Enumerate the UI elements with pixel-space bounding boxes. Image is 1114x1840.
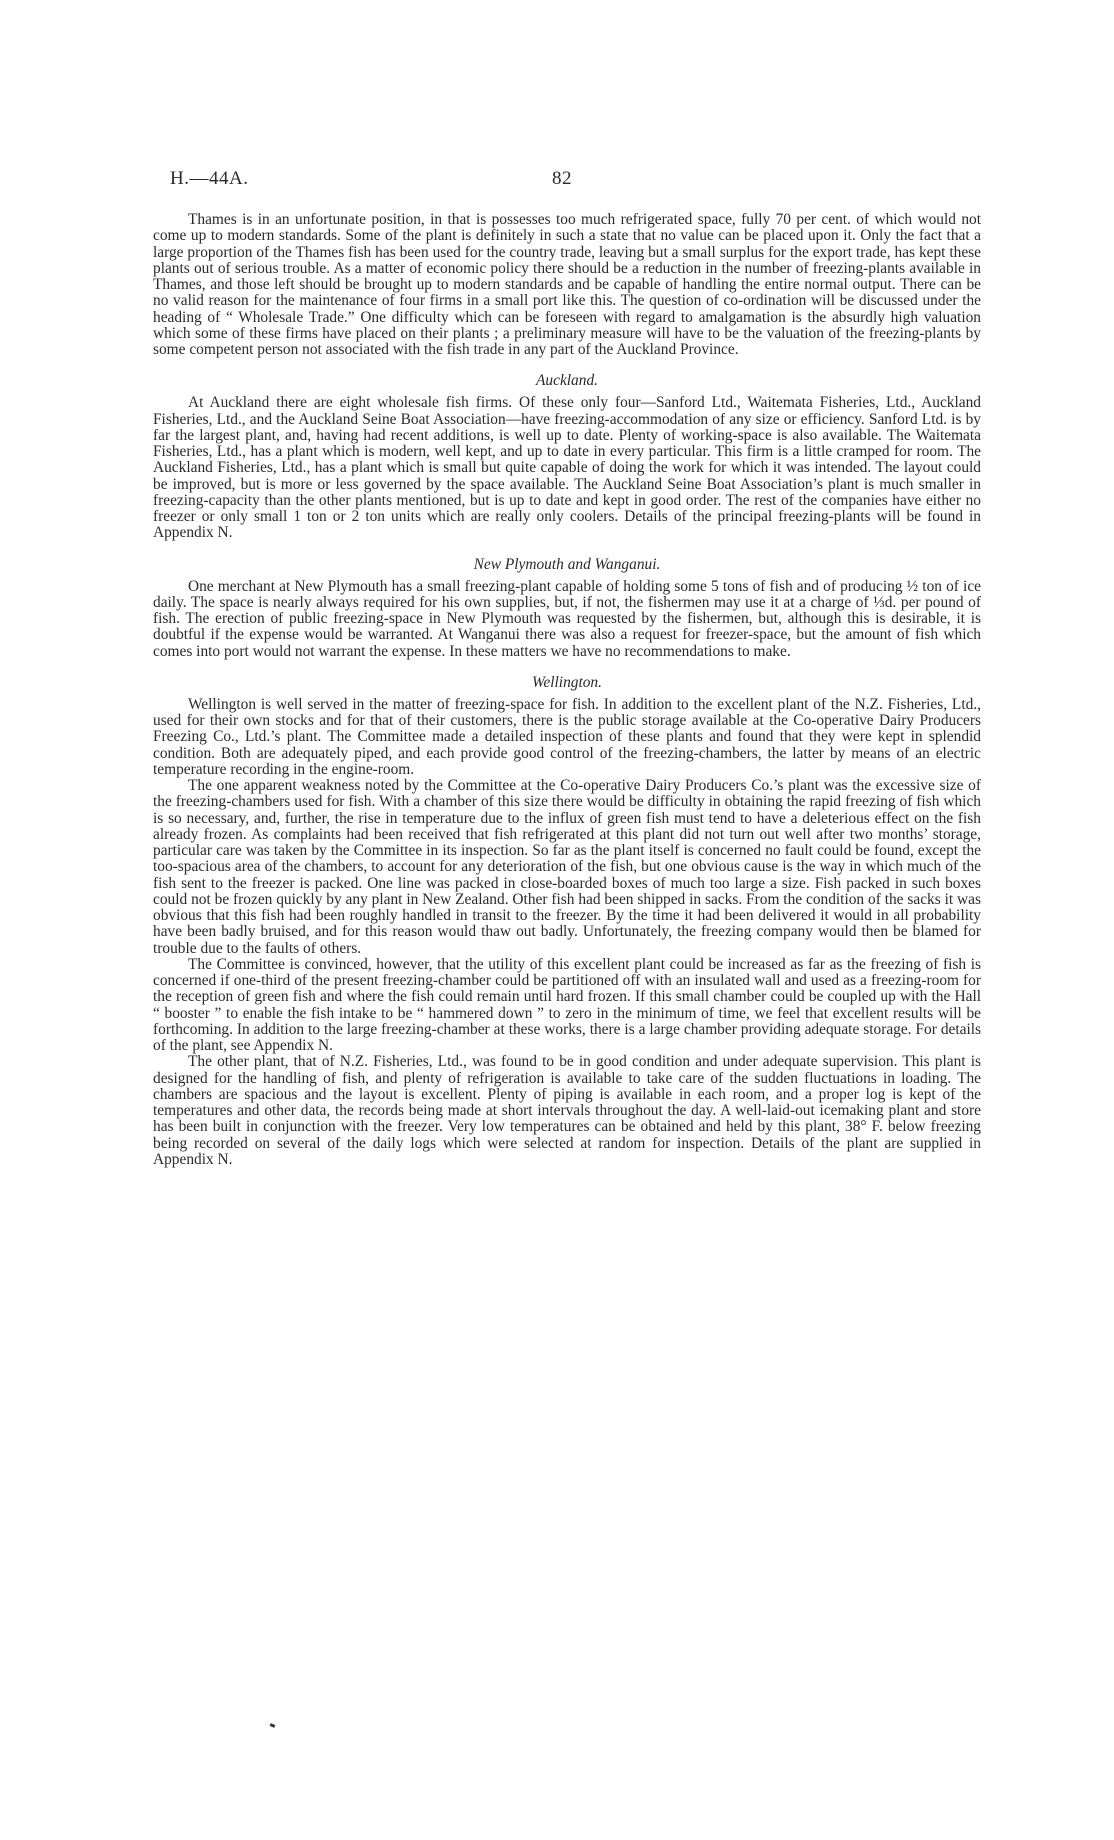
document-body: [153, 212, 981, 1168]
paragraph-thames: Thames is in an unfortunate position, in that is possesses too much refrigerated space, fully 70 per cent. of which would not come up to modern standards. Some of the plant is definitely in such a state that no value can be placed upon it. Only the fact that a large proportion of the Thames fish has been used for the country trade, leaving but a small surplus for the export trade, has kept these plants out of serious trouble. As a matter of economic policy there should be a reduction in the number of freezing-plants available in Thames, and those left should be brought up to modern standards and be capable of handling the entire normal output. There can be no valid reason for the maintenance of four firms in a small port like this. The question of co-ordination will be discussed under the heading of “ Wholesale Trade.” One difficulty which can be foreseen with regard to amalgamation is the absurdly high valuation which some of these firms have placed on their plants ; a preliminary measure will have to be the valuation of the freezing-plants by some competent person not associated with the fish trade in any part of the Auckland Province.: [153, 211, 981, 358]
paragraph-wellington-4: The other plant, that of N.Z. Fisheries, Ltd., was found to be in good condition and under adequate supervision. This plant is designed for the handling of fish, and plenty of refrigeration is available to take care of the sudden fluctuations in loading. The chambers are spacious and the layout is excellent. Plenty of piping is available in each room, and a proper log is kept of the temperatures and other data, the records being made at short intervals throughout the day. A well-laid-out icemaking plant and store has been built in conjunction with the freezer. Very low temperatures can be obtained and held by this plant, 38° F. below freezing being recorded on several of the daily logs which were selected at random for inspection. Details of the plant are supplied in Appendix N.: [153, 1053, 981, 1168]
section-heading-new-plymouth: New Plymouth and Wanganui.: [473, 555, 661, 573]
paragraph-wellington-1: Wellington is well served in the matter of freezing-space for fish. In addition to the excellent plant of the N.Z. Fisheries, Ltd., used for their own stocks and for that of their customers, there is the public storage available at the Co-operative Dairy Producers Freezing Co., Ltd.’s plant. The Committee made a detailed inspection of these plants and found that they were kept in splendid condition. Both are adequately piped, and each provide good control of the freezing-chambers, the latter by means of an electric temperature recording in the engine-room.: [153, 695, 981, 778]
paragraph-auckland: At Auckland there are eight wholesale fish firms. Of these only four—Sanford Ltd., Waitemata Fisheries, Ltd., Auckland Fisheries, Ltd., and the Auckland Seine Boat Association—have freezing-accommodation of any size or efficiency. Sanford Ltd. is by far the largest plant, and, having had recent additions, is well up to date. Plenty of working-space is also available. The Waitemata Fisheries, Ltd., has a plant which is modern, well kept, and up to date in every particular. This firm is a little cramped for room. The Auckland Fisheries, Ltd., has a plant which is small but quite capable of doing the work for which it was intended. The layout could be improved, but is more or less governed by the space available. The Auckland Seine Boat Association’s plant is much smaller in freezing-capacity than the other plants mentioned, but is up to date and kept in good order. The rest of the companies have either no freezer or only small 1 ton or 2 ton units which are really only coolers. Details of the principal freezing-plants will be found in Appendix N.: [153, 394, 981, 542]
ink-speck: [270, 1723, 276, 1728]
page-number: 82: [552, 168, 572, 189]
section-heading-auckland: Auckland.: [536, 372, 598, 390]
paragraph-new-plymouth: One merchant at New Plymouth has a small freezing-plant capable of holding some 5 tons of fish and of producing ½ ton of ice daily. The space is nearly always required for his own supplies, but, if not, the fishermen may use it at a charge of ⅓d. per pound of fish. The erection of public freezing-space in New Plymouth was requested by the fishermen, but, although this is desirable, it is doubtful if the expense would be warranted. At Wanganui there was also a request for freezer-space, but the amount of fish which comes into port would not warrant the expense. In these matters we have no recommendations to make.: [153, 577, 981, 660]
section-heading-wellington: Wellington.: [532, 673, 602, 691]
paragraph-wellington-3: The Committee is convinced, however, that the utility of this excellent plant could be increased as far as the freezing of fish is concerned if one-third of the present freezing-chamber could be partitioned off with an insulated wall and used as a freezing-room for the reception of green fish and where the fish could remain until hard frozen. If this small chamber could be coupled up with the Hall “ booster ” to enable the fish intake to be “ hammered down ” to zero in the minimum of time, we feel that excellent results will be forthcoming. In addition to the large freezing-chamber at these works, there is a large chamber providing adequate storage. For details of the plant, see Appendix N.: [153, 955, 981, 1054]
document-reference: H.—44A.: [170, 168, 249, 189]
paragraph-wellington-2: The one apparent weakness noted by the Committee at the Co-operative Dairy Producers Co.’s plant was the excessive size of the freezing-chambers used for fish. With a chamber of this size there would be difficulty in obtaining the rapid freezing of fish which is so necessary, and, further, the rise in temperature due to the influx of green fish must tend to have a deleterious effect on the fish already frozen. As complaints had been received that fish refrigerated at this plant did not turn out well after two months’ storage, particular care was taken by the Committee in its inspection. So far as the plant itself is concerned no fault could be found, except the too-spacious area of the chambers, to account for any deterioration of the fish, but one obvious cause is the way in which much of the fish sent to the freezer is packed. One line was packed in close-boarded boxes of much too large a size. Fish packed in such boxes could not be frozen quickly by any plant in New Zealand. Other fish had been shipped in sacks. From the condition of the sacks it was obvious that this fish had been roughly handled in transit to the freezer. By the time it had been delivered it would in all probability have been badly bruised, and for this reason would thaw out badly. Unfortunately, the freezing company would then be blamed for trouble due to the faults of others.: [153, 777, 981, 957]
